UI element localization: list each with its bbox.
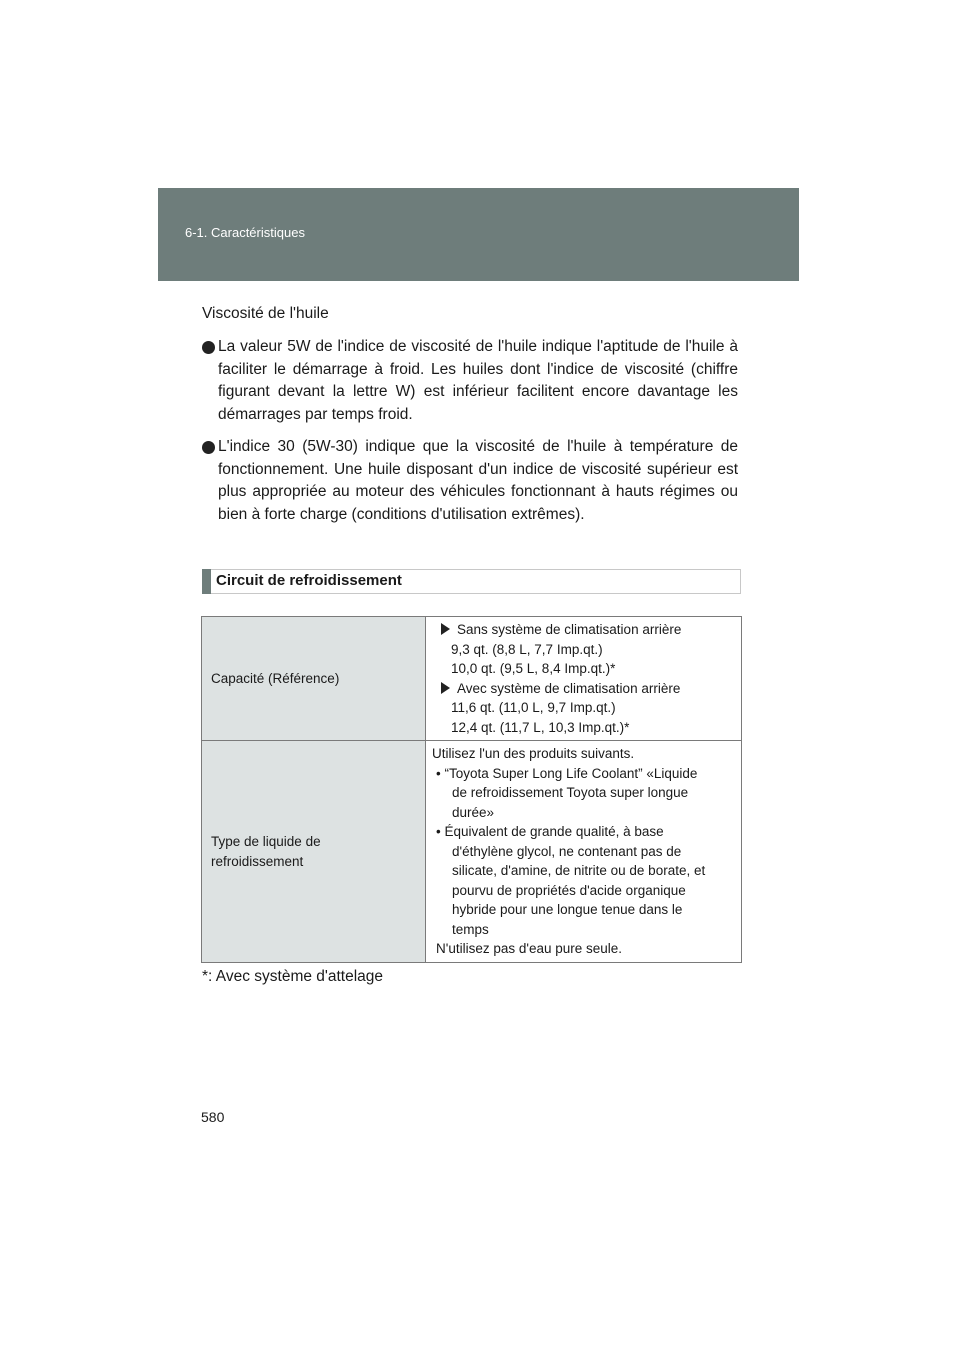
capacity-without-label: Sans système de climatisation arrière: [457, 622, 682, 637]
chapter-title: 6-1. Caractéristiques: [185, 225, 305, 240]
coolant-type-label: Type de liquide de: [211, 834, 321, 849]
triangle-arrow-icon: [441, 623, 450, 635]
table-value-cell: [426, 617, 742, 741]
bullet-item: [202, 336, 738, 426]
capacity-with-label: Avec système de climatisation arrière: [457, 680, 681, 696]
bullet-icon: [202, 441, 215, 454]
bullet-text: L'indice 30 (5W-30) indique que la viscosité de l'huile à température de fonctionnement. Une huile disposant d'un indice de viscosité supérieur est plus appropriée au moteur des véhicules fonctionnant à hauts régimes ou bien à forte charge (conditions d'utilisation extrêmes).: [218, 438, 738, 523]
capacity-value: 12,4 qt. (11,7 L, 10,3 Imp.qt.)*: [451, 719, 630, 735]
capacity-value: 11,6 qt. (11,0 L, 9,7 Imp.qt.): [451, 700, 616, 715]
coolant-option-text: durée»: [452, 804, 495, 820]
cooling-spec-table: [201, 616, 742, 963]
coolant-option-text: pourvu de propriétés d'acide organique: [452, 882, 686, 898]
coolant-option-text: temps: [452, 921, 489, 937]
chapter-header: [158, 188, 799, 281]
capacity-value: 9,3 qt. (8,8 L, 7,7 Imp.qt.): [451, 641, 603, 657]
capacity-value: 10,0 qt. (9,5 L, 8,4 Imp.qt.)*: [451, 661, 616, 676]
triangle-arrow-icon: [441, 682, 450, 694]
coolant-warning: N'utilisez pas d'eau pure seule.: [436, 941, 623, 957]
table-label-cell: [202, 741, 426, 963]
coolant-option-text: • Équivalent de grande qualité, à base: [436, 824, 664, 840]
table-value-cell: [426, 741, 742, 963]
coolant-option-text: de refroidissement Toyota super longue: [452, 785, 689, 801]
viscosity-heading: Viscosité de l'huile: [202, 305, 329, 322]
table-label-cell: [202, 617, 426, 741]
section-title: Circuit de refroidissement: [216, 572, 402, 589]
coolant-option-text: • “Toyota Super Long Life Coolant” «Liquide: [436, 765, 698, 781]
bullet-item: [202, 436, 738, 526]
section-marker: [202, 569, 211, 594]
section-heading: [202, 569, 741, 594]
table-row: [202, 617, 742, 741]
footnote: *: Avec système d'attelage: [202, 968, 384, 985]
page-number: 580: [201, 1109, 225, 1125]
coolant-option-text: silicate, d'amine, de nitrite ou de borate, et: [452, 863, 706, 879]
coolant-option-text: d'éthylène glycol, ne contenant pas de: [452, 843, 682, 859]
coolant-type-label: refroidissement: [211, 853, 304, 869]
bullet-icon: [202, 341, 215, 354]
capacity-label: Capacité (Référence): [211, 670, 340, 686]
table-row: [202, 741, 742, 963]
bullet-text: La valeur 5W de l'indice de viscosité de l'huile indique l'aptitude de l'huile à faciliter le démarrage à froid. Les huiles dont l'indice de viscosité (chiffre figurant devant la lettre W) est inférieur facilitent encore davantage les démarrages par temps froid.: [218, 338, 738, 423]
coolant-option-text: hybride pour une longue tenue dans le: [452, 902, 683, 918]
coolant-intro: Utilisez l'un des produits suivants.: [432, 746, 635, 762]
